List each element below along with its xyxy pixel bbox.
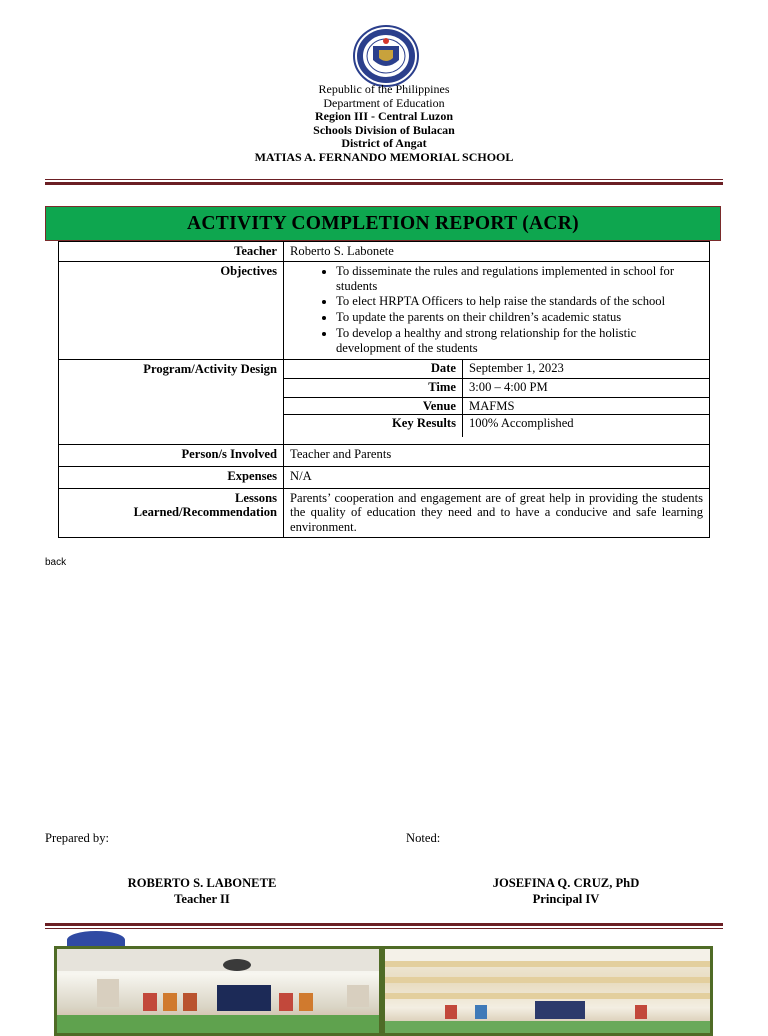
lessons-value: Parents’ cooperation and engagement are of great help in providing the students the quality of education they need and to have a conducive and safe learning environment. [284, 488, 710, 537]
design-label: Program/Activity Design [59, 359, 284, 444]
table-row [59, 466, 710, 488]
key-results-value: 100% Accomplished [463, 415, 710, 438]
letterhead-school: MATIAS A. FERNANDO MEMORIAL SCHOOL [254, 149, 514, 164]
expenses-value: N/A [284, 466, 710, 488]
table-row [284, 360, 709, 379]
time-label: Time [284, 378, 463, 397]
design-subtable [284, 360, 709, 438]
table-row [59, 242, 710, 262]
classroom-photo-icon [385, 949, 710, 1033]
objectives-label: Objectives [59, 261, 284, 359]
noter-signature-block [416, 876, 716, 907]
report-title: ACTIVITY COMPLETION REPORT (ACR) [45, 206, 721, 241]
classroom-photo-icon [57, 949, 379, 1033]
date-label: Date [284, 360, 463, 379]
teacher-label: Teacher [59, 242, 284, 262]
lessons-label [59, 488, 284, 537]
objective-item: • To disseminate the rules and regulations implemented in school for students [336, 264, 703, 294]
preparer-title: Teacher II [174, 891, 230, 906]
venue-value: MAFMS [463, 397, 710, 415]
letterhead-district: District of Angat [341, 136, 427, 151]
prepared-by-label: Prepared by: [45, 831, 109, 845]
activity-photo [382, 946, 713, 1036]
table-row [59, 359, 710, 444]
objectives-cell [284, 261, 710, 359]
venue-label: Venue [284, 397, 463, 415]
lessons-label-line2: Learned/Recommendation [133, 505, 277, 520]
table-row [284, 397, 709, 415]
deped-seal-icon [351, 24, 421, 88]
noter-title: Principal IV [532, 891, 600, 906]
letterhead-department: Department of Education [323, 95, 445, 110]
table-row [59, 444, 710, 466]
expenses-label: Expenses [59, 466, 284, 488]
noter-name: JOSEFINA Q. CRUZ, PhD [492, 876, 640, 890]
header-rule-thick [45, 182, 723, 185]
objective-item: • To update the parents on their children’s academic status [336, 310, 703, 325]
objectives-list [290, 264, 703, 356]
lessons-label-line1: Lessons [235, 490, 277, 505]
persons-value: Teacher and Parents [284, 444, 710, 466]
header-rule-thin [45, 179, 723, 180]
table-row [59, 261, 710, 359]
objective-item: • To develop a healthy and strong relationship for the holistic development of the students [336, 326, 703, 356]
letterhead-region: Region III - Central Luzon [314, 109, 453, 124]
letterhead [0, 83, 768, 165]
stray-text: back [45, 557, 67, 568]
objective-item: • To elect HRPTA Officers to help raise the standards of the school [336, 294, 703, 309]
table-row [284, 415, 709, 438]
teacher-value: Roberto S. Labonete [284, 242, 710, 262]
letterhead-division: Schools Division of Bulacan [313, 122, 455, 137]
design-cell [284, 359, 710, 444]
footer-rule-thick [45, 923, 723, 926]
time-value: 3:00 – 4:00 PM [463, 378, 710, 397]
preparer-signature-block [52, 876, 352, 907]
persons-label: Person/s Involved [59, 444, 284, 466]
date-value: September 1, 2023 [463, 360, 710, 379]
report-table [58, 241, 710, 538]
table-row [59, 488, 710, 537]
noted-label: Noted: [406, 831, 441, 845]
footer-rule-thin [45, 928, 723, 929]
table-row [284, 378, 709, 397]
letterhead-country: Republic of the Philippines [318, 82, 450, 96]
key-results-label: Key Results [284, 415, 463, 438]
preparer-name: ROBERTO S. LABONETE [127, 876, 277, 890]
activity-photo [54, 946, 382, 1036]
